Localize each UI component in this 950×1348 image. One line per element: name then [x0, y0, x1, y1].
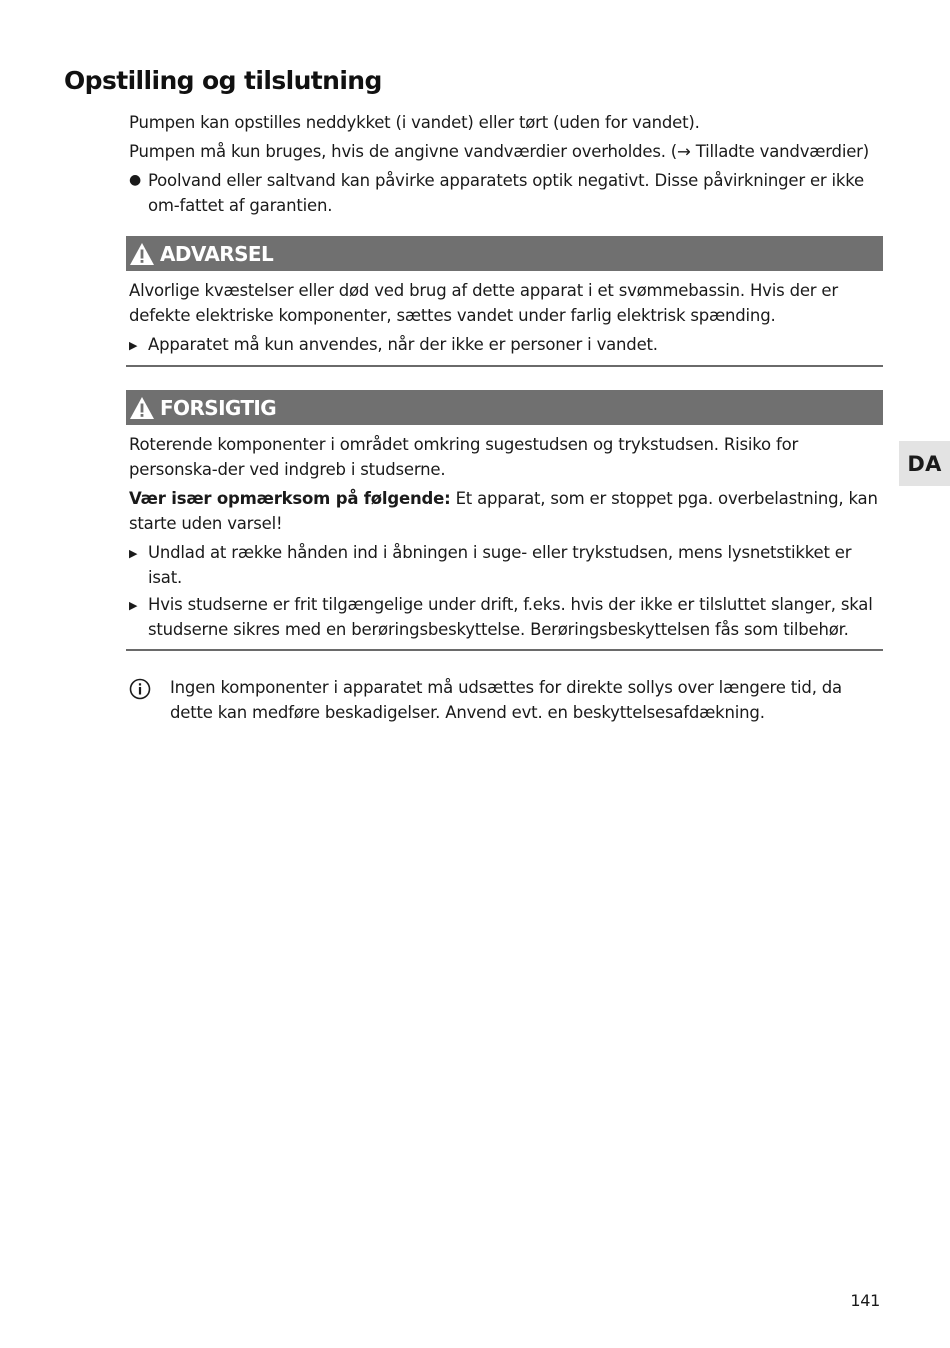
attention-label: Vær især opmærksom på følgende: [129, 489, 451, 508]
info-icon [126, 675, 170, 725]
caution-header [126, 390, 883, 425]
list-item-text: Poolvand eller saltvand kan påvirke apparatets optik negativt. Disse påvirkninger er ikke om-fattet af garantien. [148, 171, 864, 215]
attention-text: Et apparat, som er stoppet pga. overbelastning, kan starte uden varsel! [129, 489, 878, 533]
language-tab: DA [899, 441, 950, 486]
arrow-right-icon: ▶ [129, 547, 138, 560]
arrow-right-icon: ▶ [129, 599, 138, 612]
warning-text: Alvorlige kvæstelser eller død ved brug af dette apparat i et svømmebassin. Hvis der er defekte elektriske komponenter, sættes vandet under farlig elektrisk spænding. [129, 281, 838, 325]
page-number: 141 [850, 1291, 880, 1310]
page-title: Opstilling og tilslutning [64, 66, 382, 95]
caution-attention [129, 486, 883, 536]
warning-body [126, 278, 883, 367]
note-text: Ingen komponenter i apparatet må udsættes for direkte sollys over længere tid, da dette kan medføre beskadigelser. Anvend evt. en beskyttelsesafdækning. [170, 678, 842, 722]
warning-header [126, 236, 883, 271]
arrow-right-icon: ▶ [129, 339, 138, 352]
warning-title: ADVARSEL [160, 241, 274, 266]
list-item-text: Apparatet må kun anvendes, når der ikke er personer i vandet. [148, 335, 658, 354]
info-note [126, 675, 883, 725]
caution-text: Roterende komponenter i området omkring sugestudsen og trykstudsen. Risiko for personska-der ved indgreb i studserne. [129, 435, 799, 479]
bullet-icon: ● [129, 172, 142, 188]
intro-paragraph: Pumpen kan opstilles neddykket (i vandet) eller tørt (uden for vandet). [129, 113, 700, 132]
caution-body [126, 432, 883, 651]
list-item-text: Hvis studserne er frit tilgængelige under drift, f.eks. hvis der ikke er tilsluttet slanger, skal studserne sikres med en berøringsbeskyttelse. Berøringsbeskyttelsen fås som tilbehør. [148, 595, 873, 639]
list-item [129, 332, 883, 358]
intro-paragraph: Pumpen må kun bruges, hvis de angivne vandværdier overholdes. (→ Tilladte vandværdier) [129, 142, 869, 161]
main-content [126, 110, 883, 725]
list-item-text: Undlad at række hånden ind i åbningen i suge- eller trykstudsen, mens lysnetstikket er isat. [148, 543, 852, 587]
warning-triangle-icon [129, 242, 155, 266]
caution-title: FORSIGTIG [160, 395, 277, 420]
list-item [129, 540, 883, 590]
list-item [129, 168, 883, 218]
warning-triangle-icon [129, 396, 155, 420]
list-item [129, 592, 883, 642]
